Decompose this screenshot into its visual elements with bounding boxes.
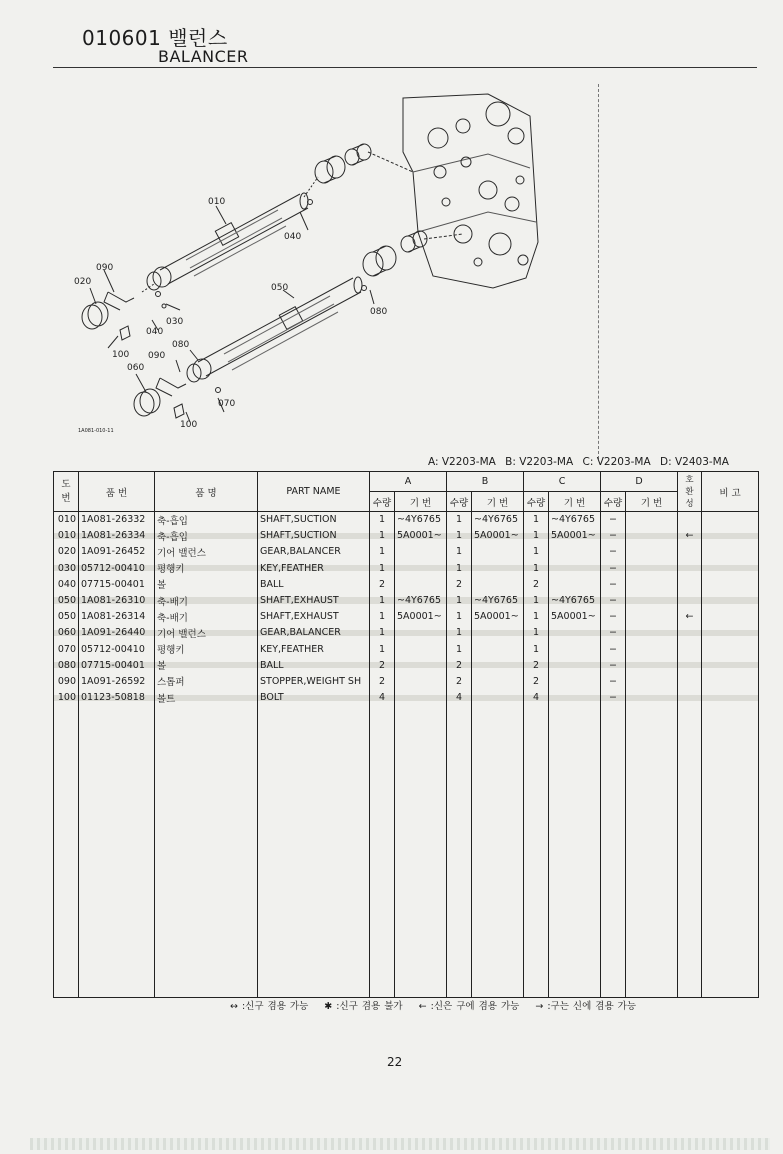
table-filler-cell (524, 706, 549, 998)
table-cell-c-ser (549, 544, 601, 560)
table-filler-cell (54, 706, 79, 998)
table-cell-a-qty: 1 (370, 528, 395, 544)
table-row (54, 625, 759, 641)
table-cell-a-qty: 1 (370, 592, 395, 608)
table-cell-a-ser (395, 544, 447, 560)
table-cell-part-name: SHAFT,EXHAUST (258, 609, 370, 625)
table-cell-a-qty: 2 (370, 657, 395, 673)
table-cell-ic (678, 592, 702, 608)
model-b: B: V2203-MA (505, 456, 574, 468)
table-cell-b-qty: 1 (447, 544, 472, 560)
table-cell-d-qty: − (601, 576, 626, 592)
table-cell-b-qty: 1 (447, 625, 472, 641)
table-cell-part-name: KEY,FEATHER (258, 641, 370, 657)
table-cell-c-ser: ~4Y6765 (549, 592, 601, 608)
table-cell-rm (702, 576, 759, 592)
table-cell-part-no: 1A081-26310 (79, 592, 155, 608)
table-cell-b-ser: 5A0001~ (472, 609, 524, 625)
table-cell-a-ser: ~4Y6765 (395, 512, 447, 528)
table-cell-b-qty: 2 (447, 576, 472, 592)
table-cell-part-no: 1A091-26452 (79, 544, 155, 560)
table-cell-ic (678, 690, 702, 706)
table-cell-ref: 060 (54, 625, 79, 641)
table-cell-ref: 080 (54, 657, 79, 673)
table-cell-part-name: GEAR,BALANCER (258, 625, 370, 641)
table-cell-c-ser (549, 690, 601, 706)
legend-item: ← :신은 구에 겸용 가능 (418, 1001, 520, 1012)
table-cell-b-qty: 4 (447, 690, 472, 706)
table-cell-c-ser (549, 560, 601, 576)
table-cell-b-ser: ~4Y6765 (472, 592, 524, 608)
exploded-parts-diagram (68, 92, 568, 437)
table-cell-part-no: 07715-00401 (79, 576, 155, 592)
table-cell-a-qty: 2 (370, 673, 395, 689)
table-cell-ic (678, 544, 702, 560)
table-cell-d-ser (626, 625, 678, 641)
table-row (54, 592, 759, 608)
callout-label: 050 (271, 283, 289, 293)
table-cell-a-qty: 4 (370, 690, 395, 706)
table-cell-d-qty: − (601, 512, 626, 528)
table-cell-ref: 050 (54, 592, 79, 608)
table-cell-d-ser (626, 657, 678, 673)
table-cell-d-qty: − (601, 625, 626, 641)
table-cell-c-qty: 1 (524, 544, 549, 560)
table-filler-cell (702, 706, 759, 998)
table-cell-c-qty: 1 (524, 592, 549, 608)
table-filler-cell (155, 706, 258, 998)
table-cell-d-ser (626, 528, 678, 544)
table-cell-a-qty: 1 (370, 625, 395, 641)
table-cell-d-ser (626, 592, 678, 608)
table-cell-ic (678, 576, 702, 592)
callout-label: 090 (148, 351, 166, 361)
table-row (54, 512, 759, 528)
table-cell-ref: 040 (54, 576, 79, 592)
table-cell-b-ser (472, 657, 524, 673)
table-cell-ic (678, 560, 702, 576)
table-cell-c-qty: 2 (524, 576, 549, 592)
table-cell-name-kr: 축-흡입 (155, 528, 258, 544)
header-group-a: A (370, 472, 447, 492)
table-cell-d-qty: − (601, 560, 626, 576)
table-cell-ref: 050 (54, 609, 79, 625)
table-cell-ref: 010 (54, 512, 79, 528)
table-cell-name-kr: 축-흡입 (155, 512, 258, 528)
table-cell-ref: 100 (54, 690, 79, 706)
table-cell-name-kr: 축-배기 (155, 609, 258, 625)
callout-label: 100 (180, 420, 198, 430)
table-cell-c-ser (549, 576, 601, 592)
table-cell-rm (702, 512, 759, 528)
table-cell-ic: ← (678, 609, 702, 625)
table-cell-a-qty: 1 (370, 609, 395, 625)
header-remarks: 비 고 (702, 472, 759, 512)
table-filler-cell (472, 706, 524, 998)
table-cell-rm (702, 544, 759, 560)
table-cell-d-ser (626, 544, 678, 560)
table-cell-a-qty: 1 (370, 544, 395, 560)
table-row (54, 657, 759, 673)
legend-item: ✱ :신구 겸용 불가 (324, 1001, 403, 1012)
table-cell-c-qty: 1 (524, 512, 549, 528)
callout-label: 040 (284, 232, 302, 242)
table-cell-rm (702, 625, 759, 641)
table-cell-c-ser (549, 657, 601, 673)
scan-artifact-strip (30, 1138, 770, 1150)
table-cell-part-name: BOLT (258, 690, 370, 706)
table-cell-part-name: SHAFT,SUCTION (258, 512, 370, 528)
table-cell-ref: 090 (54, 673, 79, 689)
table-cell-b-ser (472, 641, 524, 657)
legend-item: ↔ :신구 겸용 가능 (230, 1001, 309, 1012)
table-cell-name-kr: 볼 (155, 657, 258, 673)
table-row (54, 690, 759, 706)
table-cell-part-no: 05712-00410 (79, 641, 155, 657)
table-cell-part-name: STOPPER,WEIGHT SH (258, 673, 370, 689)
table-cell-part-name: SHAFT,SUCTION (258, 528, 370, 544)
table-cell-part-no: 1A081-26332 (79, 512, 155, 528)
table-cell-d-ser (626, 673, 678, 689)
table-cell-c-ser: ~4Y6765 (549, 512, 601, 528)
table-cell-ref: 020 (54, 544, 79, 560)
callout-label: 010 (208, 197, 226, 207)
table-cell-b-ser (472, 673, 524, 689)
table-cell-rm (702, 609, 759, 625)
table-cell-rm (702, 657, 759, 673)
table-cell-part-no: 1A091-26592 (79, 673, 155, 689)
table-cell-name-kr: 축-배기 (155, 592, 258, 608)
header-group-d: D (601, 472, 678, 492)
table-cell-name-kr: 볼 (155, 576, 258, 592)
table-cell-b-qty: 1 (447, 560, 472, 576)
table-filler-cell (549, 706, 601, 998)
header-group-b: B (447, 472, 524, 492)
table-cell-a-ser (395, 576, 447, 592)
table-cell-c-ser (549, 673, 601, 689)
parts-table (53, 471, 759, 998)
table-cell-part-name: BALL (258, 657, 370, 673)
callout-label: 040 (146, 327, 164, 337)
callout-label: 030 (166, 317, 184, 327)
header-serial: 기 번 (626, 492, 678, 512)
callout-label: 070 (218, 399, 236, 409)
legend-item: → :구는 신에 겸용 가능 (535, 1001, 636, 1012)
callout-label: 090 (96, 263, 114, 273)
header-group-c: C (524, 472, 601, 492)
table-cell-part-name: GEAR,BALANCER (258, 544, 370, 560)
dashed-divider (598, 84, 599, 459)
table-filler-cell (370, 706, 395, 998)
page-number: 22 (387, 1055, 403, 1069)
table-cell-ic: ← (678, 528, 702, 544)
table-cell-c-qty: 1 (524, 560, 549, 576)
table-filler-cell (79, 706, 155, 998)
header-rule (53, 67, 757, 68)
header-name-kr: 품 명 (155, 472, 258, 512)
table-cell-c-ser: 5A0001~ (549, 528, 601, 544)
table-cell-d-ser (626, 576, 678, 592)
table-cell-name-kr: 평행키 (155, 641, 258, 657)
table-cell-a-ser (395, 560, 447, 576)
header-serial: 기 번 (472, 492, 524, 512)
table-cell-b-qty: 2 (447, 673, 472, 689)
table-cell-ref: 010 (54, 528, 79, 544)
table-cell-c-ser (549, 625, 601, 641)
table-cell-ic (678, 641, 702, 657)
table-cell-d-ser (626, 641, 678, 657)
table-cell-ref: 030 (54, 560, 79, 576)
table-cell-b-qty: 2 (447, 657, 472, 673)
table-cell-rm (702, 528, 759, 544)
table-cell-d-ser (626, 609, 678, 625)
table-cell-part-name: KEY,FEATHER (258, 560, 370, 576)
table-cell-name-kr: 스톱퍼 (155, 673, 258, 689)
table-filler-cell (447, 706, 472, 998)
model-a: A: V2203-MA (428, 456, 496, 468)
table-cell-d-qty: − (601, 544, 626, 560)
table-cell-c-ser (549, 641, 601, 657)
table-cell-a-qty: 1 (370, 560, 395, 576)
table-cell-a-ser: ~4Y6765 (395, 592, 447, 608)
table-cell-c-ser: 5A0001~ (549, 609, 601, 625)
table-cell-part-name: SHAFT,EXHAUST (258, 592, 370, 608)
header-qty: 수량 (601, 492, 626, 512)
table-cell-b-qty: 1 (447, 609, 472, 625)
table-cell-part-no: 1A081-26334 (79, 528, 155, 544)
table-cell-ic (678, 657, 702, 673)
table-cell-a-ser (395, 641, 447, 657)
model-c: C: V2203-MA (582, 456, 651, 468)
header-part-name: PART NAME (258, 472, 370, 512)
table-cell-part-no: 07715-00401 (79, 657, 155, 673)
table-filler-cell (678, 706, 702, 998)
table-cell-b-ser (472, 625, 524, 641)
table-row (54, 673, 759, 689)
table-cell-c-qty: 1 (524, 641, 549, 657)
header-qty: 수량 (370, 492, 395, 512)
table-cell-rm (702, 641, 759, 657)
table-cell-a-ser (395, 673, 447, 689)
table-cell-d-ser (626, 690, 678, 706)
table-cell-name-kr: 평행키 (155, 560, 258, 576)
table-cell-c-qty: 1 (524, 625, 549, 641)
header-serial: 기 번 (549, 492, 601, 512)
table-filler-row (54, 706, 759, 998)
table-cell-b-qty: 1 (447, 592, 472, 608)
callout-label: 060 (127, 363, 145, 373)
table-cell-c-qty: 4 (524, 690, 549, 706)
table-cell-b-ser (472, 690, 524, 706)
table-cell-name-kr: 기어 밸런스 (155, 625, 258, 641)
table-cell-b-qty: 1 (447, 512, 472, 528)
section-english-title: BALANCER (158, 47, 249, 66)
table-cell-ic (678, 512, 702, 528)
table-cell-rm (702, 560, 759, 576)
figure-code: 1A081-010-11 (78, 428, 114, 434)
table-cell-d-ser (626, 560, 678, 576)
table-cell-part-no: 1A091-26440 (79, 625, 155, 641)
table-row (54, 560, 759, 576)
table-cell-rm (702, 673, 759, 689)
table-cell-name-kr: 볼트 (155, 690, 258, 706)
header-qty: 수량 (524, 492, 549, 512)
table-cell-d-qty: − (601, 673, 626, 689)
table-cell-b-qty: 1 (447, 528, 472, 544)
table-cell-part-no: 05712-00410 (79, 560, 155, 576)
table-cell-part-no: 1A081-26314 (79, 609, 155, 625)
table-cell-ic (678, 673, 702, 689)
table-cell-ic (678, 625, 702, 641)
table-cell-part-name: BALL (258, 576, 370, 592)
table-row (54, 528, 759, 544)
interchange-legend (230, 998, 648, 1012)
table-filler-cell (601, 706, 626, 998)
table-cell-a-ser: 5A0001~ (395, 609, 447, 625)
callout-label: 020 (74, 277, 92, 287)
table-filler-cell (626, 706, 678, 998)
table-cell-d-qty: − (601, 592, 626, 608)
table-cell-b-ser (472, 576, 524, 592)
table-cell-b-ser: ~4Y6765 (472, 512, 524, 528)
table-cell-rm (702, 690, 759, 706)
table-cell-b-qty: 1 (447, 641, 472, 657)
header-interchange: 호 환 성 (678, 472, 702, 512)
table-cell-a-ser (395, 625, 447, 641)
table-cell-d-qty: − (601, 609, 626, 625)
table-row (54, 576, 759, 592)
header-serial: 기 번 (395, 492, 447, 512)
section-code-title: 010601 밸런스 (82, 26, 228, 50)
table-row (54, 544, 759, 560)
header-qty: 수량 (447, 492, 472, 512)
header-ref: 도 번 (54, 472, 79, 512)
table-cell-d-qty: − (601, 641, 626, 657)
table-cell-c-qty: 2 (524, 657, 549, 673)
callout-label: 080 (172, 340, 190, 350)
table-filler-cell (395, 706, 447, 998)
table-cell-c-qty: 1 (524, 609, 549, 625)
table-cell-c-qty: 1 (524, 528, 549, 544)
table-cell-a-qty: 1 (370, 641, 395, 657)
model-d: D: V2403-MA (660, 456, 729, 468)
table-cell-a-qty: 2 (370, 576, 395, 592)
model-legend (428, 456, 735, 468)
table-cell-a-qty: 1 (370, 512, 395, 528)
table-filler-cell (258, 706, 370, 998)
table-cell-name-kr: 기어 밸런스 (155, 544, 258, 560)
callout-label: 100 (112, 350, 130, 360)
table-cell-d-ser (626, 512, 678, 528)
table-cell-ref: 070 (54, 641, 79, 657)
table-cell-b-ser (472, 544, 524, 560)
table-cell-a-ser (395, 690, 447, 706)
table-cell-b-ser: 5A0001~ (472, 528, 524, 544)
table-cell-rm (702, 592, 759, 608)
callout-label: 080 (370, 307, 388, 317)
table-cell-d-qty: − (601, 657, 626, 673)
header-part-no: 품 번 (79, 472, 155, 512)
table-cell-a-ser: 5A0001~ (395, 528, 447, 544)
table-cell-a-ser (395, 657, 447, 673)
table-row (54, 609, 759, 625)
table-cell-b-ser (472, 560, 524, 576)
table-cell-d-qty: − (601, 690, 626, 706)
table-cell-part-no: 01123-50818 (79, 690, 155, 706)
table-cell-c-qty: 2 (524, 673, 549, 689)
table-row (54, 641, 759, 657)
table-cell-d-qty: − (601, 528, 626, 544)
